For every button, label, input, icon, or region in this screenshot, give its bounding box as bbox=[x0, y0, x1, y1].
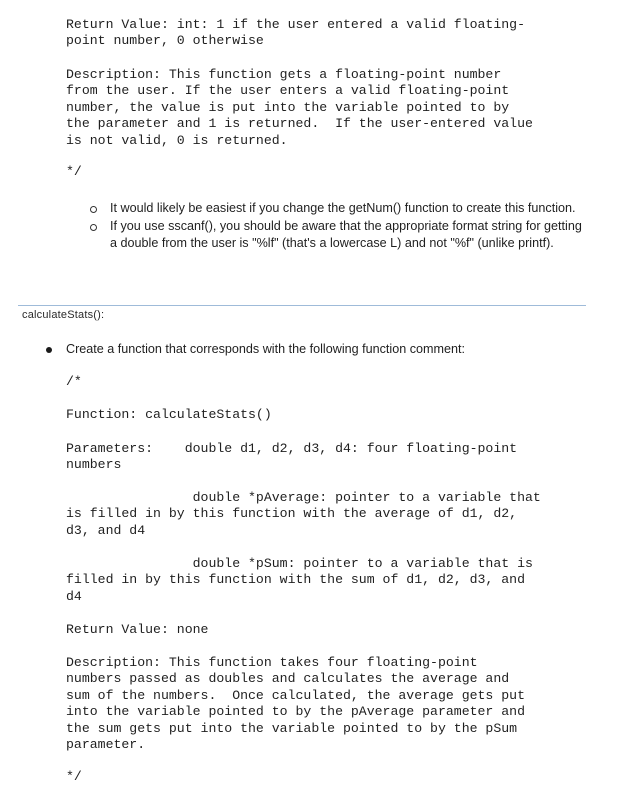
note-item bbox=[110, 200, 588, 218]
hollow-bullet-icon bbox=[90, 206, 97, 213]
note-text: If you use sscanf(), you should be aware that the appropriate format string for getting a double from the user is "%lf" (that's a lowercase L) and not "%f" (unlike printf). bbox=[110, 218, 582, 250]
comment-open: /* bbox=[66, 374, 82, 389]
section-divider bbox=[18, 305, 586, 306]
function-name-text: Function: calculateStats() bbox=[66, 407, 272, 422]
section-heading: calculateStats(): bbox=[22, 309, 105, 321]
calc-return-value-text: Return Value: none bbox=[66, 622, 209, 637]
return-value-text: Return Value: int: 1 if the user entered a valid floating- point number, 0 otherwise bbox=[66, 17, 525, 49]
calc-description-text: Description: This function takes four floating-point numbers passed as doubles and calculates the average and sum of the numbers. Once calculated, the average gets put into the variable pointed to by the pAverage parameter and the sum gets put into the variable pointed to by the pSum parameter. bbox=[66, 655, 525, 753]
bullet-icon bbox=[46, 347, 52, 353]
param-psum-text: double *pSum: pointer to a variable that is filled in by this function with the sum of d1, d2, d3, and d4 bbox=[66, 556, 533, 604]
param-paverage-text: double *pAverage: pointer to a variable that is filled in by this function with the average of d1, d2, d3, and d4 bbox=[66, 490, 541, 538]
notes-list bbox=[110, 200, 588, 253]
instruction-text: Create a function that corresponds with the following function comment: bbox=[66, 342, 466, 356]
description-text: Description: This function gets a floating-point number from the user. If the user enters a valid floating-point number, the value is put into the variable pointed to by the parameter and 1 is returned. If the user-entered value is not valid, 0 is returned. bbox=[66, 67, 533, 148]
calc-comment-close: */ bbox=[66, 769, 82, 784]
param-d-values-text: Parameters: double d1, d2, d3, d4: four floating-point numbers bbox=[66, 441, 518, 473]
note-item bbox=[110, 218, 588, 253]
hollow-bullet-icon bbox=[90, 224, 97, 231]
comment-close: */ bbox=[66, 164, 82, 179]
note-text: It would likely be easiest if you change the getNum() function to create this function. bbox=[110, 201, 576, 215]
